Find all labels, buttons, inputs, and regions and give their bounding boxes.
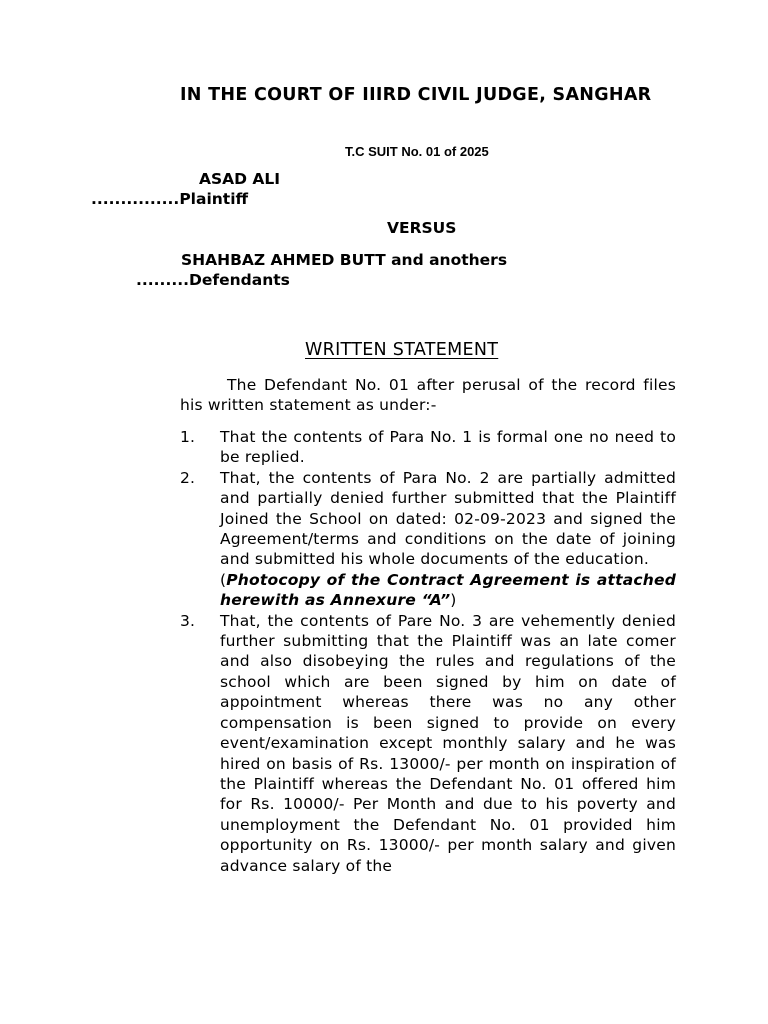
versus-label: VERSUS: [387, 219, 457, 237]
paragraph-1: [180, 427, 676, 468]
paragraph-2: [180, 468, 676, 611]
court-title: IN THE COURT OF IIIRD CIVIL JUDGE, SANGHAR: [180, 85, 652, 105]
paragraph-3: [180, 611, 676, 876]
paragraph-number: 1.: [180, 428, 196, 446]
annexure-open-paren: (: [220, 570, 227, 589]
paragraph-number: 3.: [180, 611, 196, 630]
paragraph-text: That the contents of Para No. 1 is formal one no need to be replied.: [220, 428, 676, 467]
plaintiff-role: ...............Plaintiff: [91, 190, 249, 208]
plaintiff-name: ASAD ALI: [199, 170, 281, 188]
defendant-role: .........Defendants: [136, 271, 290, 289]
defendant-name: SHAHBAZ AHMED BUTT and anothers: [181, 251, 508, 269]
annexure-note: [220, 570, 676, 611]
written-statement-heading: WRITTEN STATEMENT: [305, 340, 499, 360]
statement-paragraphs: [180, 427, 676, 876]
statement-intro: The Defendant No. 01 after perusal of the record files his written statement as under:-: [180, 376, 676, 415]
paragraph-text: That, the contents of Pare No. 3 are vehemently denied further submitting that the Plaintiff was an late comer and also disobeying the rules and regulations of the school which are been signed by him on date of appointment whereas there was no any other compensation is been signed to provide on every event/examination except monthly salary and he was hired on basis of Rs. 13000/- per month on inspiration of the Plaintiff whereas the Defendant No. 01 offered him for Rs. 10000/- Per Month and due to his poverty and unemployment the Defendant No. 01 provided him opportunity on Rs. 13000/- per month salary and given advance salary of the: [220, 611, 676, 875]
suit-number: T.C SUIT No. 01 of 2025: [345, 144, 489, 159]
paragraph-number: 2.: [180, 468, 196, 487]
annexure-emphasis: Photocopy of the Contract Agreement is attached herewith as Annexure “A”: [220, 570, 676, 610]
annexure-close-paren: ): [450, 591, 457, 610]
paragraph-body: [220, 468, 676, 611]
paragraph-text: That, the contents of Para No. 2 are partially admitted and partially denied further submitted that the Plaintiff Joined the School on dated: 02-09-2023 and signed the Agreement/terms and conditions on the date of joining and submitted his whole documents of the education.: [220, 468, 676, 569]
